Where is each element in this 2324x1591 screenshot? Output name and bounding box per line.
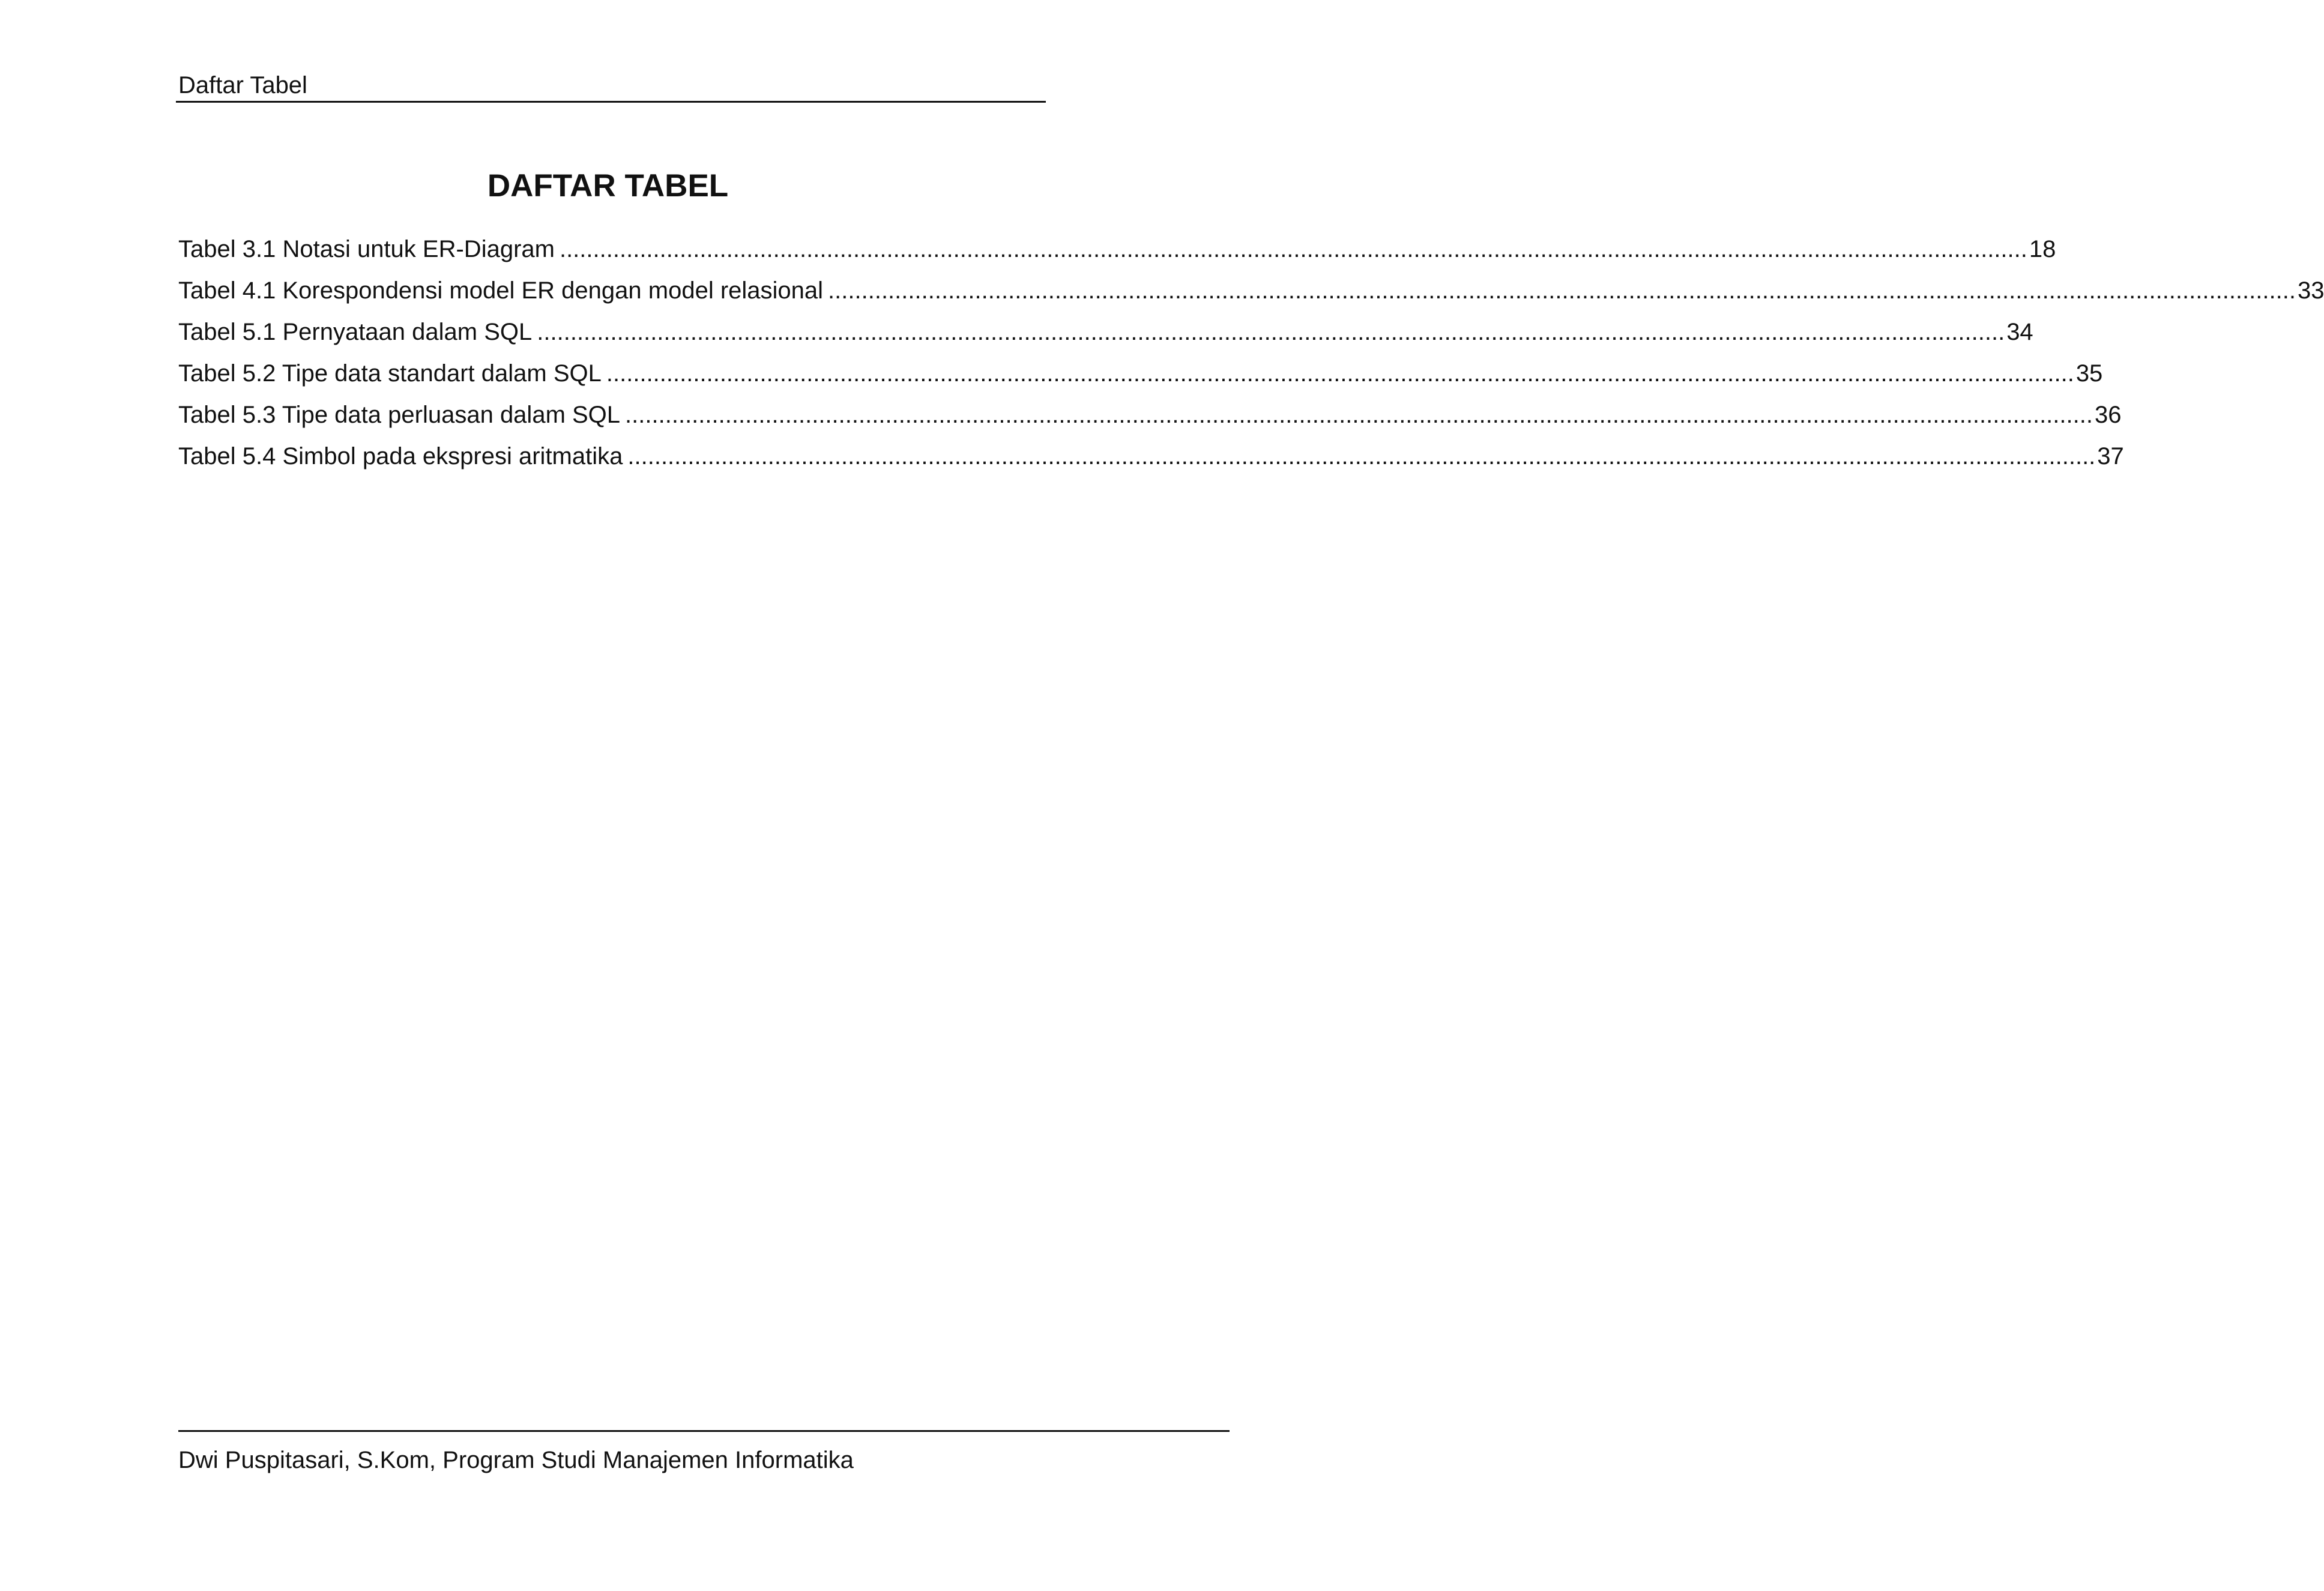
toc-entry[interactable] [178,358,2103,400]
toc-entry-title: Tabel 4.1 Korespondensi model ER dengan model relasional [178,277,824,304]
page-title: DAFTAR TABEL [487,168,729,204]
toc-entry-title: Tabel 3.1 Notasi untuk ER-Diagram [178,236,555,262]
toc-entry[interactable] [178,234,2056,276]
running-footer: Dwi Puspitasari, S.Kom, Program Studi Manajemen Informatika [178,1447,854,1473]
toc-entry[interactable] [178,317,2033,358]
header-rule [176,101,1046,103]
dot-leader: ............................................................................................................................................................................................................................ [606,360,2074,387]
toc-entry-page: 33 [2297,277,2324,304]
dot-leader: ............................................................................................................................................................................................................................ [828,277,2296,304]
dot-leader: ............................................................................................................................................................................................................................ [627,443,2096,469]
toc-entry-title: Tabel 5.3 Tipe data perluasan dalam SQL [178,402,621,428]
toc-entry-page: 37 [2097,443,2124,469]
table-list [178,234,2324,483]
dot-leader: ............................................................................................................................................................................................................................ [559,236,2027,262]
toc-entry-page: 18 [2029,236,2056,262]
toc-entry[interactable] [178,441,2124,483]
toc-entry-title: Tabel 5.1 Pernyataan dalam SQL [178,319,533,345]
toc-entry-page: 36 [2094,402,2122,428]
toc-entry-title: Tabel 5.4 Simbol pada ekspresi aritmatika [178,443,623,469]
dot-leader: ............................................................................................................................................................................................................................ [625,402,2093,428]
toc-entry-page: 34 [2006,319,2033,345]
toc-entry-page: 35 [2075,360,2103,387]
toc-entry[interactable] [178,276,2324,317]
footer-rule [178,1430,1230,1432]
running-header: Daftar Tabel [178,72,307,98]
dot-leader: ............................................................................................................................................................................................................................ [537,319,2005,345]
toc-entry[interactable] [178,400,2122,441]
toc-entry-title: Tabel 5.2 Tipe data standart dalam SQL [178,360,602,387]
